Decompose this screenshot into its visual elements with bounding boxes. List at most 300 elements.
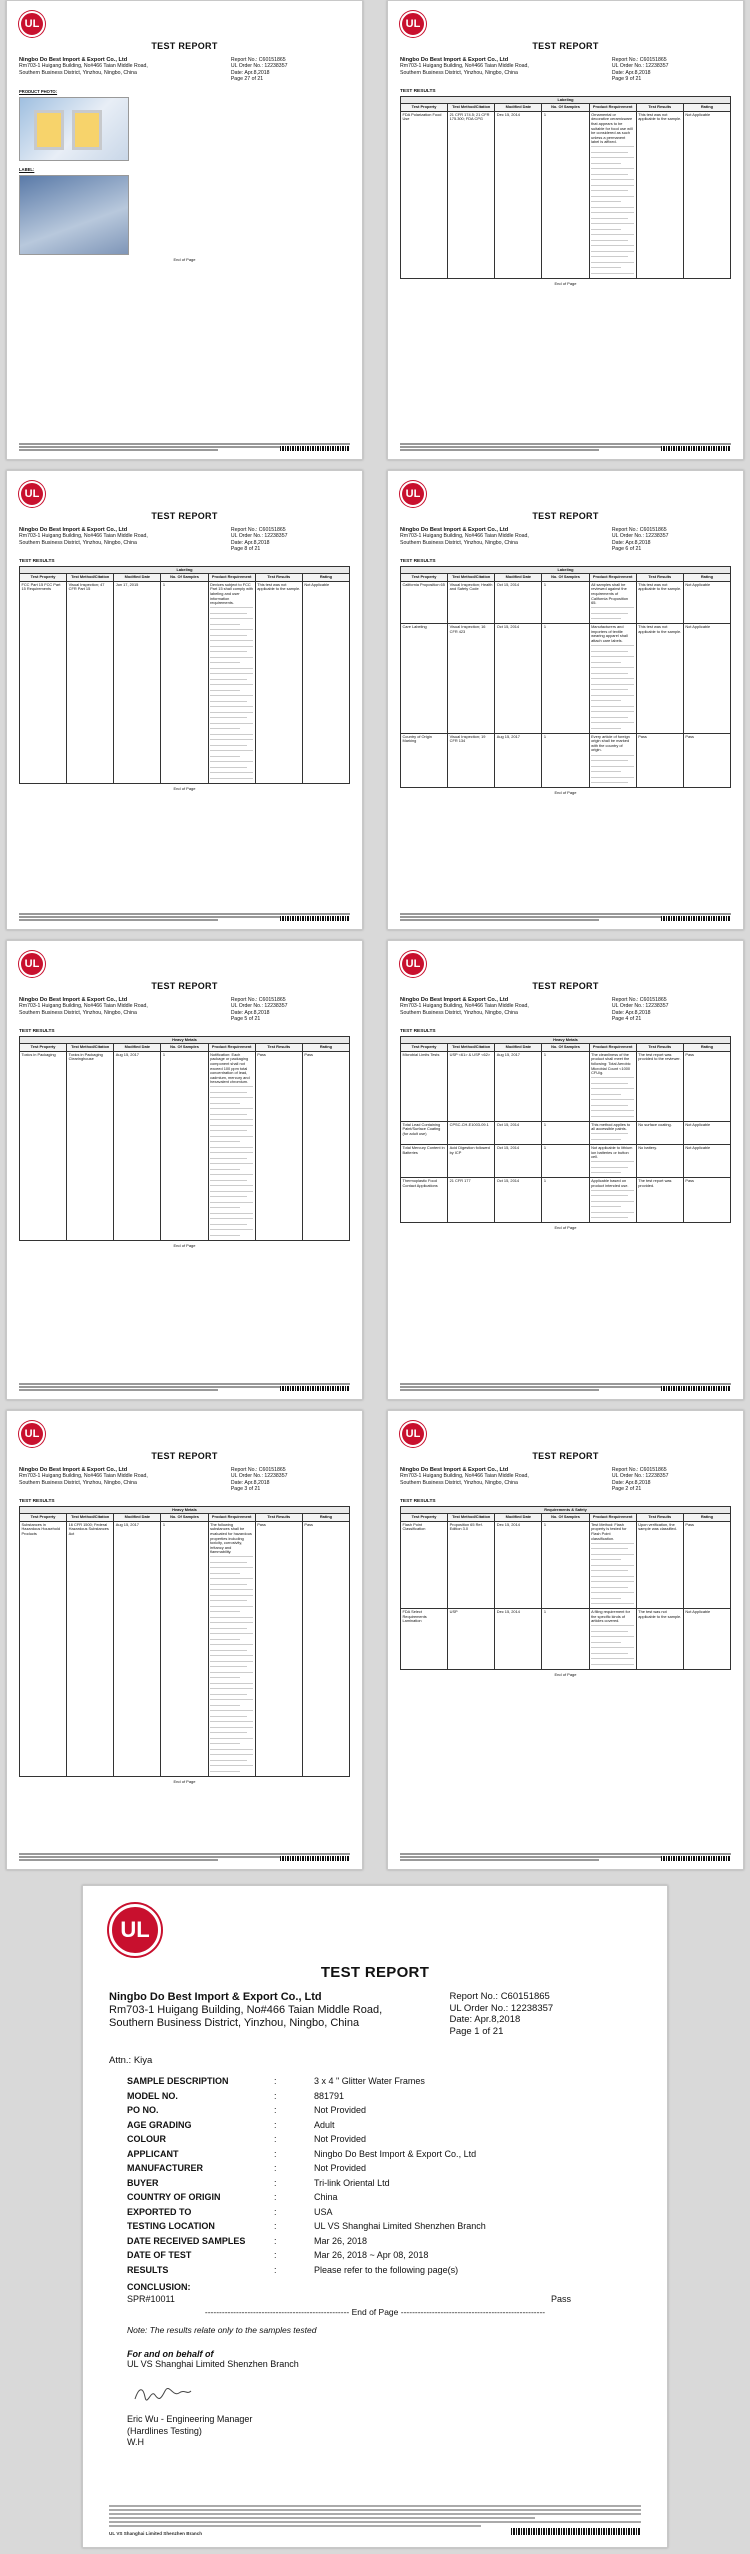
field-row: PO NO. : Not Provided [109, 2103, 641, 2118]
company-name: Ningbo Do Best Import & Export Co., Ltd [19, 1467, 128, 1473]
cell [208, 581, 255, 783]
ul-order-number: UL Order No.: 12238357 [230, 533, 288, 540]
table-row [401, 1521, 731, 1608]
col-modified-date: Modified Date [495, 1514, 542, 1522]
col-test-results: Test Results [255, 1514, 302, 1522]
results-table [400, 1036, 731, 1224]
page-number: Page 2 of 21 [611, 1486, 642, 1493]
col-test-method: Test Method/Citation [448, 1514, 495, 1522]
barcode [280, 916, 350, 921]
col-test-method: Test Method/Citation [448, 1044, 495, 1052]
signer-department: (Hardlines Testing) [127, 2425, 202, 2436]
end-of-page: End of Page [173, 785, 196, 791]
field-label: EXPORTED TO [127, 2206, 192, 2217]
report-title: TEST REPORT [320, 1964, 430, 1981]
company-address-2: Southern Business District, Yinzhou, Ningbo, China [19, 1479, 137, 1486]
sample-details [109, 2074, 641, 2277]
on-behalf-of: For and on behalf of [127, 2349, 214, 2359]
field-row: COLOUR : Not Provided [109, 2132, 641, 2147]
requirement-text: Devices subject to FCC Part 15 shall comply with labeling and user information requirements. [210, 581, 254, 606]
results-table [19, 566, 350, 784]
col-no-samples: No. Of Samples [161, 1044, 208, 1052]
field-value: UL VS Shanghai Limited Shenzhen Branch [314, 2221, 486, 2231]
report-date: Date: Apr.8,2018 [611, 1479, 651, 1486]
cell: Pass [683, 733, 730, 787]
cell: 1 [542, 733, 589, 787]
company-name: Ningbo Do Best Import & Export Co., Ltd [109, 1991, 322, 2003]
cell: 1 [542, 1121, 589, 1144]
cell: Dec 15, 2014 [495, 1609, 542, 1670]
col-product-requirement: Product Requirement [589, 574, 636, 582]
cell [589, 733, 636, 787]
cell: 1 [542, 624, 589, 733]
cell: Oct 15, 2014 [495, 1121, 542, 1144]
report-date: Date: Apr.8,2018 [230, 1479, 270, 1486]
col-product-requirement: Product Requirement [589, 104, 636, 112]
report-header [19, 527, 350, 553]
cell: Pass [636, 733, 683, 787]
col-test-method: Test Method/Citation [448, 574, 495, 582]
conclusion-label: CONCLUSION: [127, 2282, 191, 2292]
table-row [401, 1051, 731, 1121]
cell: Visual Inspection; 19 CFR 134 [448, 733, 495, 787]
band-label: Heavy Metals [20, 1506, 350, 1514]
cell: 1 [542, 1144, 589, 1177]
col-modified-date: Modified Date [114, 574, 161, 582]
cell: 21 CFR 177 [448, 1178, 495, 1223]
company-name: Ningbo Do Best Import & Export Co., Ltd [19, 527, 128, 533]
page-footer [19, 1381, 350, 1391]
company-address-1: Rm703-1 Huigang Building, No#466 Taian Middle Road, [400, 1473, 529, 1480]
report-title: TEST REPORT [532, 981, 599, 991]
cell: The test report was provided to the reviewer. [636, 1051, 683, 1121]
page-footer [400, 1381, 731, 1391]
conclusion-item: SPR#10011 [127, 2294, 175, 2304]
cell: FDA Polarization Food Use [401, 111, 448, 278]
report-page-6 [387, 470, 744, 930]
cell: California Proposition 65 [401, 581, 448, 623]
col-no-samples: No. Of Samples [542, 104, 589, 112]
field-label: COUNTRY OF ORIGIN [127, 2192, 221, 2202]
barcode [661, 446, 731, 451]
requirement-text: This method applies to all accessible paints. [591, 1121, 631, 1132]
report-page-8 [6, 470, 363, 930]
report-header [400, 997, 731, 1023]
table-row [401, 1178, 731, 1223]
conclusion-block [109, 2281, 641, 2305]
cell: Aug 15, 2017 [114, 1051, 161, 1240]
cell: Pass [255, 1521, 302, 1776]
cell [589, 1178, 636, 1223]
ul-logo: UL [19, 1421, 45, 1447]
col-no-samples: No. Of Samples [542, 574, 589, 582]
col-test-results: Test Results [636, 1514, 683, 1522]
field-label: DATE RECEIVED SAMPLES [127, 2235, 246, 2246]
cell: Flash Point Classification [401, 1521, 448, 1608]
ul-order-number: UL Order No.: 12238357 [611, 533, 669, 540]
report-number: Report No.: C60151865 [230, 997, 286, 1003]
cell: Not Applicable [683, 1609, 730, 1670]
cell: FCC Part 15 FCC Part 15 Requirements [20, 581, 67, 783]
results-table [400, 96, 731, 279]
field-label: PO NO. [127, 2105, 159, 2115]
cell: Country of Origin Marking [401, 733, 448, 787]
section-label: TEST RESULTS [19, 1498, 55, 1504]
cell: This test was not applicable to the sample. [636, 624, 683, 733]
report-date: Date: Apr.8,2018 [611, 1009, 651, 1016]
field-row: AGE GRADING : Adult [109, 2118, 641, 2133]
ul-order-number: UL Order No.: 12238357 [230, 1473, 288, 1480]
company-name: Ningbo Do Best Import & Export Co., Ltd [400, 997, 509, 1003]
cell: Care Labeling [401, 624, 448, 733]
col-rating: Rating [302, 1044, 349, 1052]
cell [589, 1144, 636, 1177]
field-label: AGE GRADING [127, 2119, 192, 2130]
ul-logo: UL [19, 481, 45, 507]
product-photo [19, 97, 129, 161]
cell: No battery. [636, 1144, 683, 1177]
report-number: Report No.: C60151865 [611, 997, 667, 1003]
cell: Proposition 65 Ref. Edition 3.0 [448, 1521, 495, 1608]
results-table [400, 566, 731, 788]
company-address-1: Rm703-1 Huigang Building, No#466 Taian Middle Road, [400, 533, 529, 540]
page-footer [400, 911, 731, 921]
report-title: TEST REPORT [151, 511, 218, 521]
company-address-2: Southern Business District, Yinzhou, Ningbo, China [19, 69, 137, 76]
requirement-text: Ornamental or decorative ceramicware that appears to be suitable for food use will be considered as such unless a permanent label is affixed. [591, 111, 633, 145]
signer-initials: W.H [127, 2437, 144, 2447]
cell: Aug 15, 2017 [495, 733, 542, 787]
report-number: Report No.: C60151865 [230, 1467, 286, 1473]
cell: This test was not applicable to the sample. [636, 111, 683, 278]
company-address-1: Rm703-1 Huigang Building, No#466 Taian Middle Road, [19, 1473, 148, 1480]
field-row: DATE OF TEST : Mar 26, 2018 ~ Apr 08, 2018 [109, 2248, 641, 2263]
conclusion-result: Pass [550, 2294, 571, 2304]
field-row: DATE RECEIVED SAMPLES : Mar 26, 2018 [109, 2234, 641, 2249]
requirement-text: All samples shall be reviewed against the requirements of California Proposition 65. [591, 581, 629, 606]
field-value: Not Provided [314, 2163, 367, 2173]
cell: Not Applicable [302, 581, 349, 783]
col-test-property: Test Property [401, 104, 448, 112]
company-name: Ningbo Do Best Import & Export Co., Ltd [19, 57, 128, 63]
col-product-requirement: Product Requirement [589, 1514, 636, 1522]
col-no-samples: No. Of Samples [542, 1044, 589, 1052]
report-header [400, 1467, 731, 1493]
ul-logo: UL [19, 11, 45, 37]
cell: Not Applicable [683, 581, 730, 623]
cell: CPSC-CH-E1003-09.1 [448, 1121, 495, 1144]
cell [589, 1609, 636, 1670]
report-date: Date: Apr.8,2018 [449, 2014, 521, 2025]
end-of-page: End of Page [554, 1225, 577, 1231]
cell [208, 1051, 255, 1240]
report-number: Report No.: C60151865 [449, 1991, 550, 2002]
field-value: Mar 26, 2018 [314, 2235, 368, 2246]
field-label: TESTING LOCATION [127, 2221, 215, 2231]
company-name: Ningbo Do Best Import & Export Co., Ltd [400, 57, 509, 63]
signer-block [109, 2414, 641, 2449]
col-test-property: Test Property [401, 1044, 448, 1052]
report-number: Report No.: C60151865 [611, 527, 667, 533]
end-of-page: End of Page [554, 280, 577, 286]
requirement-text: Test Method: Flash property is tested for Flash Point classification. [591, 1521, 627, 1541]
requirement-text: Every article of foreign origin shall be marked with the country of origin. [591, 733, 630, 753]
band-label: Labeling [401, 566, 731, 574]
requirement-text: The following substances shall be evaluated for hazardous properties including toxicity, corrosivity, irritancy and flammability. [210, 1521, 252, 1555]
end-of-page: End of Page [173, 1242, 196, 1248]
cell: 21 CFR 174.5; 21 CFR 175.300; FDA CPG [448, 111, 495, 278]
report-number: Report No.: C60151865 [230, 527, 286, 533]
col-product-requirement: Product Requirement [208, 1044, 255, 1052]
cell [589, 1521, 636, 1608]
cell: Microbial Limits Tests [401, 1051, 448, 1121]
section-label: TEST RESULTS [400, 558, 436, 564]
report-header [19, 57, 350, 83]
page-number: Page 4 of 21 [611, 1016, 642, 1023]
field-value: Ningbo Do Best Import & Export Co., Ltd [314, 2148, 477, 2159]
ul-logo: UL [400, 1421, 426, 1447]
company-name: Ningbo Do Best Import & Export Co., Ltd [19, 997, 128, 1003]
company-address-1: Rm703-1 Huigang Building, No#466 Taian Middle Road, [19, 63, 148, 70]
cell: Pass [683, 1521, 730, 1608]
signature-image [133, 2385, 193, 2403]
col-modified-date: Modified Date [114, 1514, 161, 1522]
ul-order-number: UL Order No.: 12238357 [611, 1003, 669, 1010]
cell: Oct 15, 2014 [495, 624, 542, 733]
end-of-page: --------------------------------------------------- End of Page --------------------------------------------------- [204, 2307, 546, 2317]
col-test-results: Test Results [255, 1044, 302, 1052]
field-label: COLOUR [127, 2134, 166, 2144]
end-of-page: End of Page [173, 1778, 196, 1784]
ul-order-number: UL Order No.: 12238357 [611, 1473, 669, 1480]
table-row [401, 1609, 731, 1670]
page-number: Page 5 of 21 [230, 1016, 261, 1023]
barcode [280, 446, 350, 451]
requirement-text: The cleanliness of the product shall meet the following: Total Aerobic Microbial Count <1000 CFU/g. [591, 1051, 631, 1076]
band-label: Heavy Metals [20, 1036, 350, 1044]
ul-order-number: UL Order No.: 12238357 [449, 2002, 554, 2014]
col-rating: Rating [683, 1514, 730, 1522]
cell: This test was not applicable to the sample. [255, 581, 302, 783]
cell: Aug 15, 2017 [114, 1521, 161, 1776]
cell: Oct 15, 2014 [495, 1144, 542, 1177]
report-number: Report No.: C60151865 [230, 57, 286, 63]
report-page-5 [6, 940, 363, 1400]
cell [208, 1521, 255, 1776]
col-rating: Rating [683, 574, 730, 582]
barcode [511, 2528, 641, 2535]
attention-line: Attn.: Kiya [109, 2055, 153, 2066]
requirement-text: Notification: Each package or packaging component shall not exceed 100 ppm total concentration of lead, cadmium, mercury and hexavalent chromium. [210, 1051, 250, 1085]
col-no-samples: No. Of Samples [161, 1514, 208, 1522]
cell: 1 [542, 1521, 589, 1608]
cell: Total Lead Containing Paint/Surface Coating (for adult use) [401, 1121, 448, 1144]
report-title: TEST REPORT [151, 981, 218, 991]
report-date: Date: Apr.8,2018 [230, 69, 270, 76]
footer-address: UL VS Shanghai Limited Shenzhen Branch [109, 2531, 203, 2537]
cell: 1 [161, 1521, 208, 1776]
ul-logo: UL [109, 1904, 161, 1956]
company-address-2: Southern Business District, Yinzhou, Ningbo, China [19, 539, 137, 546]
col-product-requirement: Product Requirement [208, 1514, 255, 1522]
cell: Toxics in Packaging [20, 1051, 67, 1240]
field-row: TESTING LOCATION : UL VS Shanghai Limited Shenzhen Branch [109, 2219, 641, 2234]
col-test-results: Test Results [636, 574, 683, 582]
table-row [20, 1051, 350, 1240]
report-header [19, 1467, 350, 1493]
requirement-text: Not applicable to lithium ion batteries or button cell. [591, 1144, 633, 1160]
col-no-samples: No. Of Samples [161, 574, 208, 582]
cell: Substances in Hazardous Household Products [20, 1521, 67, 1776]
report-header [400, 57, 731, 83]
results-note: Note: The results relate only to the samples tested [127, 2325, 317, 2335]
cell: Not Applicable [683, 111, 730, 278]
cell: Total Mercury Content in Batteries [401, 1144, 448, 1177]
field-label: MODEL NO. [127, 2090, 178, 2101]
field-value: Mar 26, 2018 ~ Apr 08, 2018 [314, 2250, 429, 2260]
cell: Upon verification, the sample was classified. [636, 1521, 683, 1608]
report-date: Date: Apr.8,2018 [230, 539, 270, 546]
field-row: COUNTRY OF ORIGIN : China [109, 2190, 641, 2205]
col-test-results: Test Results [255, 574, 302, 582]
col-test-results: Test Results [636, 1044, 683, 1052]
band-label: Labeling [401, 96, 731, 104]
cell: FDA Select Requirements Lamination [401, 1609, 448, 1670]
page-number: Page 27 of 21 [230, 76, 264, 83]
report-header [19, 997, 350, 1023]
col-test-method: Test Method/Citation [67, 1514, 114, 1522]
cell: Not Applicable [683, 1144, 730, 1177]
cell: The test report was provided. [636, 1178, 683, 1223]
col-rating: Rating [683, 1044, 730, 1052]
field-label: MANUFACTURER [127, 2163, 203, 2173]
field-value: 3 x 4 " Glitter Water Frames [314, 2076, 425, 2086]
company-address-1: Rm703-1 Huigang Building, No#466 Taian Middle Road, [400, 1003, 529, 1010]
page-footer [19, 1851, 350, 1861]
cell: Oct 15, 2014 [495, 1178, 542, 1223]
field-value: Tri-link Oriental Ltd [314, 2177, 390, 2188]
page-footer [400, 1851, 731, 1861]
results-table [19, 1506, 350, 1777]
page-footer [400, 441, 731, 451]
ul-order-number: UL Order No.: 12238357 [230, 1003, 288, 1010]
page-number: Page 9 of 21 [611, 76, 642, 83]
col-test-property: Test Property [401, 574, 448, 582]
cell: 1 [542, 1178, 589, 1223]
cell: Pass [302, 1521, 349, 1776]
report-page-9 [387, 0, 744, 460]
report-title: TEST REPORT [151, 41, 218, 51]
page-number: Page 8 of 21 [230, 546, 261, 553]
report-title: TEST REPORT [532, 511, 599, 521]
col-modified-date: Modified Date [495, 574, 542, 582]
cell: 1 [542, 111, 589, 278]
cell [589, 1051, 636, 1121]
col-modified-date: Modified Date [495, 1044, 542, 1052]
section-label: TEST RESULTS [400, 88, 436, 94]
page-number: Page 1 of 21 [449, 2025, 504, 2037]
report-page-3 [6, 1410, 363, 1870]
cell: Thermoplastic Food Contact Applications [401, 1178, 448, 1223]
company-name: Ningbo Do Best Import & Export Co., Ltd [400, 1467, 509, 1473]
table-row [20, 1521, 350, 1776]
col-modified-date: Modified Date [114, 1044, 161, 1052]
col-rating: Rating [302, 1514, 349, 1522]
cell: Pass [302, 1051, 349, 1240]
section-label: TEST RESULTS [400, 1028, 436, 1034]
company-address-1: Rm703-1 Huigang Building, No#466 Taian Middle Road, [19, 1003, 148, 1010]
section-label: TEST RESULTS [19, 558, 55, 564]
barcode [661, 916, 731, 921]
field-label: BUYER [127, 2177, 159, 2188]
field-row: APPLICANT : Ningbo Do Best Import & Export Co., Ltd [109, 2147, 641, 2162]
page-footer [109, 2504, 641, 2538]
band-label: Labeling [20, 566, 350, 574]
col-rating: Rating [302, 574, 349, 582]
table-row [401, 1121, 731, 1144]
report-number: Report No.: C60151865 [611, 1467, 667, 1473]
cell: Not Applicable [683, 1121, 730, 1144]
company-address-1: Rm703-1 Huigang Building, No#466 Taian Middle Road, [400, 63, 529, 70]
on-behalf-org: UL VS Shanghai Limited Shenzhen Branch [127, 2359, 299, 2369]
label-photo-label: LABEL: [19, 166, 35, 172]
requirement-text: A filing requirement for the specific kinds of articles covered. [591, 1609, 630, 1624]
page-number: Page 6 of 21 [611, 546, 642, 553]
field-label: SAMPLE DESCRIPTION [127, 2076, 229, 2086]
table-row [401, 1144, 731, 1177]
ul-logo: UL [19, 951, 45, 977]
company-address-1: Rm703-1 Huigang Building, No#466 Taian Middle Road, [109, 2004, 383, 2016]
col-modified-date: Modified Date [495, 104, 542, 112]
col-product-requirement: Product Requirement [208, 574, 255, 582]
requirement-text: Manufacturers and importers of textile wearing apparel shall attach care labels. [591, 624, 628, 644]
field-label: DATE OF TEST [127, 2250, 192, 2260]
field-label: RESULTS [127, 2264, 169, 2275]
cell: Visual Inspection; 16 CFR 423 [448, 624, 495, 733]
barcode [661, 1856, 731, 1861]
cell: 1 [161, 1051, 208, 1240]
field-row: MODEL NO. : 881791 [109, 2089, 641, 2104]
report-title: TEST REPORT [532, 41, 599, 51]
col-test-method: Test Method/Citation [448, 104, 495, 112]
cell: No surface coating. [636, 1121, 683, 1144]
table-row [401, 111, 731, 278]
results-table [400, 1506, 731, 1670]
page-footer [19, 441, 350, 451]
field-row: RESULTS : Please refer to the following page(s) [109, 2263, 641, 2278]
col-rating: Rating [683, 104, 730, 112]
cell: Not Applicable [683, 624, 730, 733]
page-number: Page 3 of 21 [230, 1486, 261, 1493]
product-photo-label: PRODUCT PHOTO: [19, 88, 58, 94]
report-date: Date: Apr.8,2018 [230, 1009, 270, 1016]
company-address-2: Southern Business District, Yinzhou, Ningbo, China [400, 1479, 518, 1486]
cell: The test was not applicable to the sample. [636, 1609, 683, 1670]
report-page-photos [6, 0, 363, 460]
company-name: Ningbo Do Best Import & Export Co., Ltd [400, 527, 509, 533]
cell: USP [448, 1609, 495, 1670]
field-value: Adult [314, 2119, 335, 2130]
cell: This test was not applicable to the sample. [636, 581, 683, 623]
end-of-page: End of Page [554, 790, 577, 796]
field-label: APPLICANT [127, 2148, 179, 2159]
band-label: Heavy Metals [401, 1036, 731, 1044]
cell: Visual Inspection; 47 CFR Part 15 [67, 581, 114, 783]
report-page-2 [387, 1410, 744, 1870]
col-test-property: Test Property [20, 574, 67, 582]
cell: Pass [683, 1178, 730, 1223]
company-address-2: Southern Business District, Yinzhou, Ningbo, China [19, 1009, 137, 1016]
